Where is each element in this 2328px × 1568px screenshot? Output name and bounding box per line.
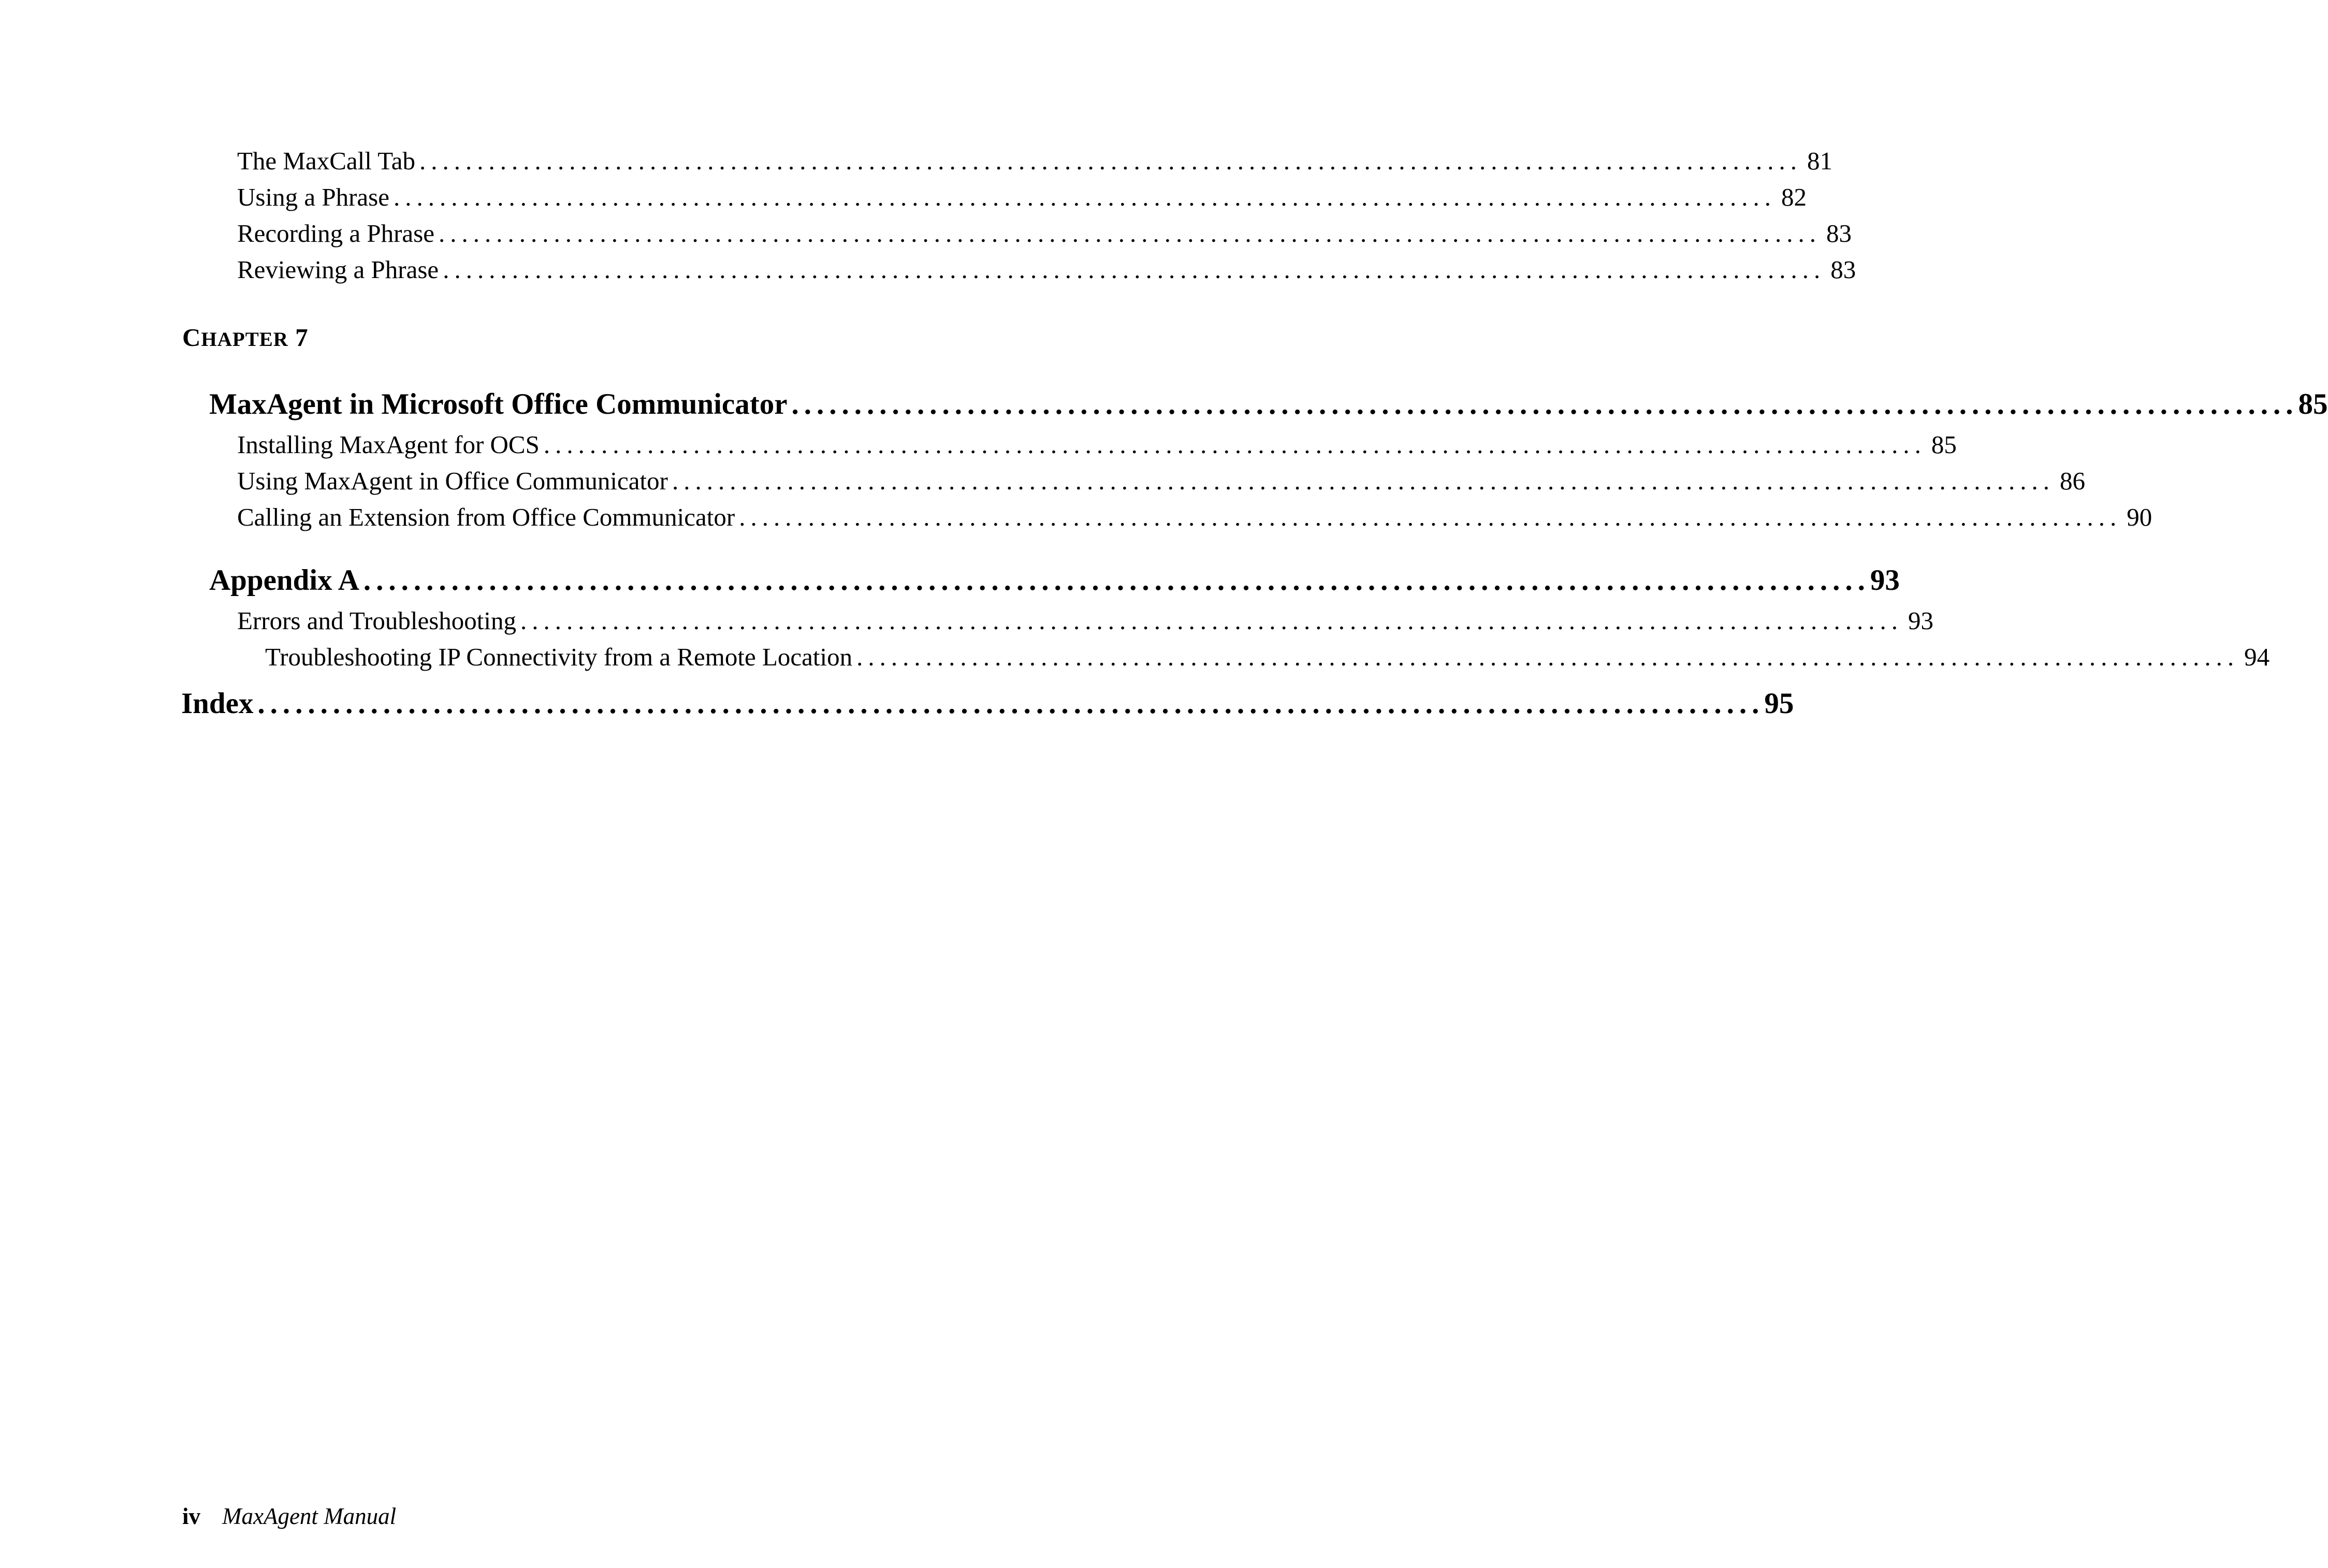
toc-entry-title: Reviewing a Phrase (237, 255, 439, 284)
toc-entry-title: Calling an Extension from Office Communicator (237, 503, 735, 531)
toc-page-number: 83 (1826, 219, 1852, 248)
book-title: MaxAgent Manual (222, 1503, 397, 1529)
toc-entry-title: Errors and Troubleshooting (237, 606, 516, 635)
toc-section-title: Index (181, 687, 254, 720)
toc-entry-installing-maxagent[interactable] (237, 430, 1957, 459)
toc-entry-title: The MaxCall Tab (237, 147, 416, 175)
dot-leader: ........................................................................................................................ (443, 255, 1826, 284)
dot-leader: ........................................................................................................................ (363, 564, 1870, 597)
toc-page-number: 85 (2298, 388, 2328, 420)
toc-entry-title: Troubleshooting IP Connectivity from a Remote Location (265, 643, 853, 671)
toc-entry-recording-phrase[interactable] (237, 219, 1852, 248)
page-footer (182, 1503, 396, 1530)
dot-leader: ........................................................................................................................ (672, 467, 2055, 495)
toc-entry-reviewing-phrase[interactable] (237, 255, 1856, 284)
toc-section-title: Appendix A (209, 564, 359, 597)
dot-leader: ........................................................................................................................ (439, 219, 1821, 248)
page-folio: iv (182, 1503, 201, 1529)
toc-page-number: 93 (1908, 606, 1933, 635)
toc-entry-errors-troubleshooting[interactable] (237, 606, 1933, 635)
toc-page-number: 86 (2059, 467, 2085, 495)
toc-entry-calling-extension[interactable] (237, 502, 2152, 532)
toc-entry-using-maxagent[interactable] (237, 466, 2085, 496)
dot-leader: ........................................................................................................................ (739, 503, 2122, 531)
toc-page-number: 83 (1830, 255, 1856, 284)
dot-leader: ........................................................................................................................ (856, 643, 2239, 671)
dot-leader: ........................................................................................................................ (791, 388, 2298, 420)
dot-leader: ........................................................................................................................ (543, 430, 1926, 459)
toc-entry-title: Recording a Phrase (237, 219, 434, 248)
toc-page-number: 95 (1764, 687, 1794, 720)
toc-section-title: MaxAgent in Microsoft Office Communicator (209, 388, 788, 420)
toc-entry-maxcall-tab[interactable] (237, 146, 1833, 176)
toc-page-number: 93 (1870, 564, 1900, 597)
dot-leader: ........................................................................................................................ (393, 183, 1776, 211)
toc-entry-title: Installing MaxAgent for OCS (237, 430, 540, 459)
toc-entry-title: Using a Phrase (237, 183, 389, 211)
chapter-label-cap: C (182, 323, 201, 352)
toc-page-number: 94 (2244, 643, 2270, 671)
dot-leader: ........................................................................................................................ (520, 606, 1903, 635)
toc-section-appendix-a[interactable] (209, 563, 1900, 597)
toc-page-number: 90 (2127, 503, 2152, 531)
toc-page-number: 85 (1931, 430, 1957, 459)
toc-entry-title: Using MaxAgent in Office Communicator (237, 467, 668, 495)
dot-leader: ........................................................................................................................ (419, 147, 1802, 175)
toc-entry-using-phrase[interactable] (237, 182, 1807, 212)
toc-section-maxagent-ocs[interactable] (209, 387, 2328, 421)
toc-page-number: 81 (1807, 147, 1833, 175)
chapter-number: 7 (295, 323, 309, 352)
chapter-label-small: HAPTER (201, 328, 288, 351)
chapter-heading (182, 323, 309, 352)
dot-leader: ........................................................................................................................ (257, 687, 1765, 720)
toc-entry-ip-connectivity[interactable] (265, 642, 2270, 672)
toc-section-index[interactable] (181, 687, 1794, 720)
toc-page-number: 82 (1781, 183, 1807, 211)
